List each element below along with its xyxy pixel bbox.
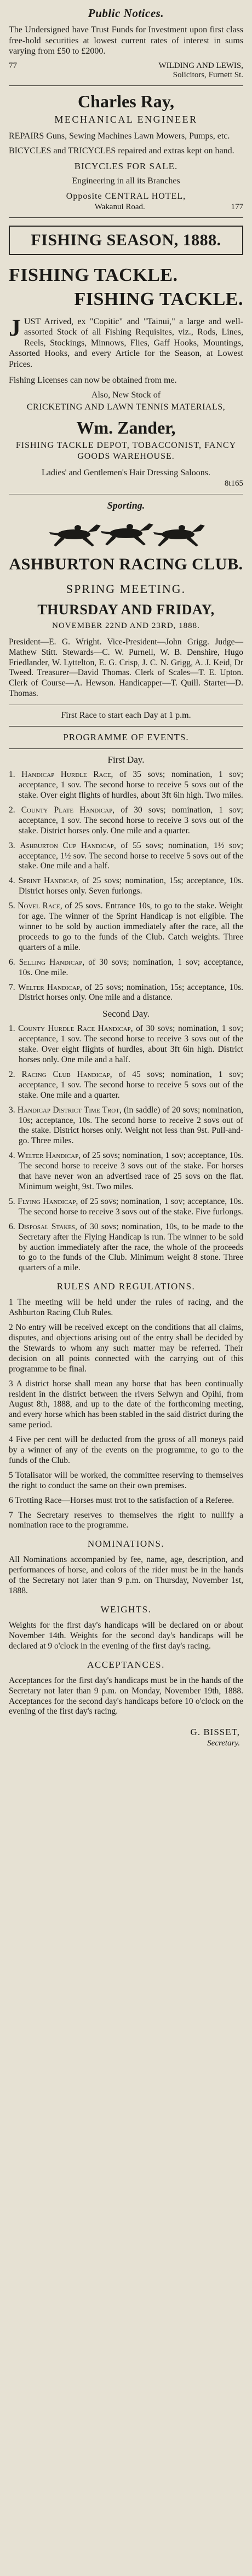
race-title: Sprint Handicap, — [18, 876, 79, 886]
rule-item: 6 Trotting Race—Horses must trot to the satisfaction of a Referee. — [9, 1495, 234, 1505]
race-number: 5. — [9, 1196, 15, 1206]
rule-item: 1 The meeting will be held under the rules of racing, and the Ashburton Racing Club Rules. — [9, 1298, 243, 1318]
second-day-races — [9, 1024, 243, 1273]
ashburton-club-title: ASHBURTON RACING CLUB. — [9, 555, 243, 574]
race-number: 2. — [9, 805, 15, 815]
race-number: 7. — [9, 982, 15, 992]
charles-ray-for-sale: BICYCLES FOR SALE. — [74, 160, 178, 171]
first-day-title: First Day. — [107, 754, 145, 765]
race-details: of 25 sovs; nomination, 15s; acceptance, 10s. District horses only. Seven furlongs. — [19, 876, 243, 896]
trust-funds-signer-block — [158, 61, 243, 80]
race-item — [9, 1070, 243, 1101]
charles-ray-repairs: REPAIRS Guns, Sewing Machines Lawn Mowers, Pumps, etc. — [9, 131, 230, 141]
rules-list — [9, 1298, 243, 1531]
race-item — [9, 958, 243, 978]
rule-item: 4 Five per cent will be deducted from the gross of all moneys paid by a winner of any of the events on the programme, to go to the funds of the Club. — [9, 1435, 243, 1465]
race-details: of 35 sovs; nomination, 1 sov; acceptance, 1 sov. The second horse to receive 5 sovs out of the stake. Over eight flights of hurdles, about 3ft 6in high. Two miles. — [19, 770, 243, 800]
race-item — [9, 1105, 243, 1147]
race-details: of 25 sovs; nomination, 15s; acceptance, 10s. District horses only. One mile and a distance. — [19, 982, 244, 1002]
fishing-season-banner: FISHING SEASON, 1888. — [9, 226, 243, 255]
programme-title: PROGRAMME OF EVENTS. — [63, 732, 189, 743]
race-details: of 25 sovs. Entrance 10s, to go to the stake. Weight for age. The winner of the Sprint Handicap is not eligible. The winner to be sold by auction immediately after the race, all the proceeds to go to the funds of the Club. Catch weights. Three quarters of a mile. — [19, 901, 243, 952]
race-title: Welter Handicap, — [18, 982, 82, 992]
race-title: County Hurdle Race Handicap, — [18, 1024, 133, 1034]
weights-text: Weights for the first day's handicaps will be declared on or about November 14th. Weights for the second day's handicaps will be declared at 9 o'clock in the evening of the first day's racing. — [9, 1621, 243, 1651]
charles-ray-ref: 177 — [231, 202, 243, 211]
race-title: Handicap Hurdle Race, — [21, 770, 113, 780]
acceptances-title: ACCEPTANCES. — [87, 1659, 165, 1670]
zander-ref: 8t165 — [224, 479, 243, 488]
nominations-text: All Nominations accompanied by fee, name, age, description, and performances of horse, and colors of the rider must be in the hands of the Secretary not later than 9 p.m. on Thursday, November 1st, 1888. — [9, 1555, 243, 1596]
trust-funds-signature — [9, 61, 243, 80]
second-day-title: Second Day. — [102, 1008, 150, 1019]
race-details: of 45 sovs; nomination, 1 sov; acceptance, 1 sov. The second horse to receive 5 sovs out of the stake. One mile and a quarter. — [19, 1069, 244, 1100]
race-details: (in saddle) of 20 sovs; nomination, 10s; acceptance, 10s. The second horse to receive 2 sovs out of the stake. District horses only. Weight not less than 9st. Pull-and-go. Three miles. — [19, 1105, 244, 1146]
weights-title: WEIGHTS. — [100, 1604, 152, 1615]
race-title: Flying Handicap, — [18, 1196, 78, 1206]
acceptances-text: Acceptances for the first day's handicaps must be in the hands of the Secretary not later than 9 p.m. on Monday, November 19th, 1888. Acceptances for the second day's handicaps before 10 o'clock on the evening of the first day's racing. — [9, 1675, 243, 1716]
rule-item: 2 No entry will be received except on the conditions that all claims, disputes, and objections arising out of the entry shall be decided by the Stewards to whom any such matter may be referred. Their decision on all points connected with the carrying out of this programme to be final. — [9, 1323, 243, 1374]
zander-ref-row — [9, 479, 243, 488]
race-item — [9, 983, 243, 1004]
race-title: Novel Race, — [18, 901, 62, 911]
race-item — [9, 805, 243, 837]
race-number: 4. — [9, 1151, 15, 1161]
charles-ray-address-2: Wakanui Road. — [94, 202, 145, 211]
rules-title: RULES AND REGULATIONS. — [56, 1281, 196, 1292]
race-details: of 55 sovs; nomination, 1½ sov; acceptance, 1½ sov. The second horse to receive 5 sovs out of the stake. One mile and a half. — [19, 840, 244, 871]
sporting-label: Sporting. — [107, 500, 145, 511]
race-details: of 25 sovs; nomination, 1 sov; acceptance, 10s. The second horse to receive 3 sovs out of the stake. Five furlongs. — [19, 1196, 243, 1217]
race-item — [9, 770, 243, 801]
first-race-time: First Race to start each Day at 1 p.m. — [61, 711, 191, 721]
divider — [9, 85, 243, 86]
race-title: Welter Handicap, — [17, 1151, 81, 1161]
race-title: Ashburton Cup Handicap, — [20, 840, 116, 850]
newspaper-column — [4, 0, 248, 1754]
fishing-tackle-heading-1: FISHING TACKLE. — [9, 264, 178, 285]
trust-funds-signer-role: Solicitors, Furnett St. — [173, 70, 243, 79]
race-item — [9, 876, 243, 897]
race-number: 3. — [9, 840, 15, 850]
race-number: 3. — [9, 1105, 15, 1115]
racehorses-illustration — [44, 517, 208, 549]
rule-item: 5 Totalisator will be worked, the committee reserving to themselves the right to conduct the same on their own premises. — [9, 1470, 243, 1490]
meeting-days: THURSDAY AND FRIDAY, — [37, 601, 215, 618]
spring-meeting: SPRING MEETING. — [66, 581, 186, 596]
fishing-also: Also, New Stock of — [91, 390, 161, 400]
secretary-signoff — [9, 1727, 243, 1748]
zander-name: Wm. Zander, — [76, 417, 176, 437]
race-item — [9, 1024, 243, 1065]
race-item — [9, 1222, 243, 1274]
race-title: Handicap District Time Trot, — [17, 1105, 122, 1115]
charles-ray-name: Charles Ray, — [78, 91, 174, 111]
cricket-materials: CRICKETING AND LAWN TENNIS MATERIALS, — [26, 402, 226, 412]
race-item — [9, 901, 243, 953]
rule-item: 7 The Secretary reserves to themselves the right to nullify a nomination race to the programme. — [9, 1510, 243, 1530]
race-details: of 30 sovs; nomination, 10s, to be made to the Secretary after the Flying Handicap is run. The winner to be sold by auction immediately after the race, the whole of the proceeds to go to the funds of the Club. Minimum weight 8 stone. Three quarters of a mile. — [19, 1221, 244, 1273]
race-item — [9, 1197, 243, 1218]
secretary-role: Secretary. — [207, 1739, 240, 1748]
race-title: Racing Club Handicap, — [21, 1069, 112, 1079]
fishing-arrived-notice — [9, 316, 243, 370]
race-number: 4. — [9, 876, 15, 886]
race-item — [9, 1151, 243, 1192]
charles-ray-title: MECHANICAL ENGINEER — [54, 113, 198, 125]
first-day-races — [9, 770, 243, 1003]
zander-shop: FISHING TACKLE DEPOT, TOBACCONIST, FANCY GOODS WAREHOUSE. — [15, 440, 237, 462]
fishing-licenses: Fishing Licenses can now be obtained from me. — [9, 376, 177, 385]
trust-funds-signer: WILDING AND LEWIS, — [158, 61, 243, 70]
race-number: 1. — [9, 770, 15, 780]
secretary-name: G. BISSET, — [190, 1727, 240, 1738]
race-number: 2. — [9, 1069, 15, 1079]
rule-item: 3 A district horse shall mean any horse that has been continually resident in the district between the rivers Selwyn and Opihi, from August 8th, 1888, and up to the date of the forthcoming meeting, and every horse which has been stabled in the said district during the same period. — [9, 1379, 243, 1430]
charles-ray-address-row — [9, 203, 243, 212]
meeting-dates: NOVEMBER 22ND AND 23RD, 1888. — [52, 621, 200, 630]
charles-ray-engineering: Engineering in all its Branches — [72, 176, 180, 186]
charles-ray-bicycles: BICYCLES and TRICYCLES repaired and extras kept on hand. — [9, 146, 234, 156]
nominations-title: NOMINATIONS. — [87, 1538, 165, 1549]
race-number: 1. — [9, 1024, 15, 1034]
charles-ray-address-1: Opposite CENTRAL HOTEL, — [66, 191, 186, 201]
drop-cap: J — [9, 314, 21, 341]
divider — [9, 726, 243, 727]
race-number: 6. — [9, 1221, 15, 1231]
public-notices-heading: Public Notices. — [88, 7, 164, 20]
trust-funds-notice: The Undersigned have Trust Funds for Investment upon first class free-hold securities at lowest current rates of interest in sums varying from £50 to £2000. — [9, 25, 243, 56]
race-title: Disposal Stakes, — [18, 1221, 77, 1231]
club-officials: President—E. G. Wright. Vice-President—John Grigg. Judge—Mathew Stitt. Stewards—C. W. Purnell, W. B. Denshire, Hugo Friedlander, W. Lyttelton, E. G. Crisp, J. C. N. Grigg, A. J. Keid, Dr Tweed. Treasurer—David Thomas. Clerk of Scales—T. E. Upton. Clerk of Course—A. Hewson. Handicapper—T. Quill. Starter—D. Thomas. — [9, 637, 243, 699]
race-item — [9, 841, 243, 872]
race-number: 5. — [9, 901, 15, 911]
race-title: County Plate Handicap, — [21, 805, 115, 815]
race-number: 6. — [9, 957, 15, 967]
fishing-arrived-text: UST Arrived, ex "Copitic" and "Tainui," a large and well-assorted Stock of all Fishing Requisites, viz., Rods, Lines, Reels, Stockings, Minnows, Flies, Gaff Hooks, Mountings, Assorted Hooks, and every Article for the Season, at Lowest Prices. — [9, 316, 243, 369]
divider — [9, 748, 243, 749]
race-details: of 30 sovs; nomination, 1 sov; acceptance, 10s. One mile. — [19, 957, 244, 977]
race-title: Selling Handicap, — [19, 957, 85, 967]
divider — [9, 217, 243, 218]
fishing-tackle-heading-2: FISHING TACKLE. — [74, 289, 243, 309]
race-details: of 25 sovs; nomination, 1 sov; acceptance, 10s. The second horse to receive 3 sovs out of the stake. For horses that have never won an advertised race of 25 sovs on the flat. Minimum weight, 9st. Two miles. — [19, 1151, 244, 1192]
race-details: of 30 sovs; nomination, 1 sov; acceptance, 1 sov. The second horse to receive 3 sovs out of the stake. District horses only. One mile and a quarter. — [19, 805, 243, 835]
race-details: of 30 sovs; nomination, 1 sov; acceptance, 1 sov. The second horse to receive 3 sovs out of the stake. Over eight flights of hurdles, about 3ft 6in high. District horses only. One mile and a half. — [19, 1024, 244, 1065]
trust-funds-ref: 77 — [9, 61, 17, 70]
zander-saloon: Ladies' and Gentlemen's Hair Dressing Saloons. — [42, 468, 210, 478]
